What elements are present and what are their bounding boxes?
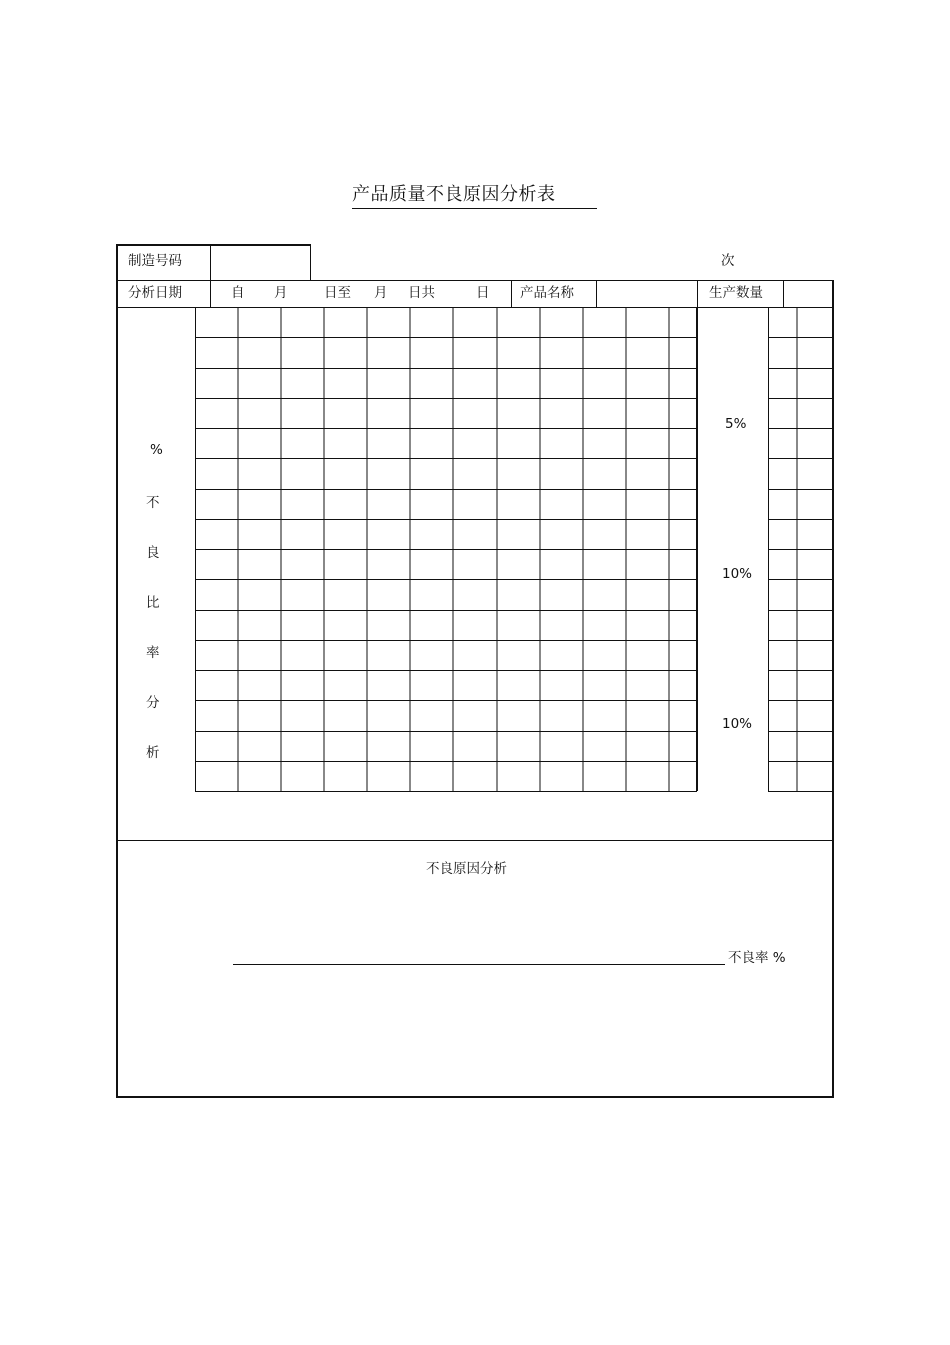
date-month-1: 月 xyxy=(274,285,288,301)
row2-top-line xyxy=(116,280,834,281)
side-label-char: 分 xyxy=(146,695,160,711)
row2-div-e xyxy=(783,280,784,307)
side-label-char: 比 xyxy=(146,595,160,611)
cause-entry-line xyxy=(233,964,725,965)
date-day-total: 日共 xyxy=(408,285,435,301)
product-name-label: 产品名称 xyxy=(520,285,574,301)
production-qty-label: 生产数量 xyxy=(709,285,763,301)
date-day-to: 日至 xyxy=(324,285,351,301)
pct-marker: 10% xyxy=(722,716,753,732)
date-label: 分析日期 xyxy=(128,285,182,301)
side-label-char: 不 xyxy=(146,495,160,511)
mfg-no-value[interactable] xyxy=(220,253,305,269)
frame-top xyxy=(116,244,311,246)
side-label-char: 析 xyxy=(146,745,160,761)
row2-div-b xyxy=(511,280,512,307)
date-month-2: 月 xyxy=(374,285,388,301)
row2-div-a xyxy=(210,280,211,307)
defect-rate-label: 不良率 % xyxy=(728,950,786,966)
frame-bottom xyxy=(116,1096,834,1098)
pct-marker: 5% xyxy=(725,416,747,432)
row1-divider xyxy=(210,244,211,280)
times-label: 次 xyxy=(721,253,735,269)
mfg-no-label: 制造号码 xyxy=(128,253,182,269)
pct-col-left xyxy=(697,307,698,791)
side-label-char: 良 xyxy=(146,545,160,561)
defect-rate-grid xyxy=(195,307,697,793)
frame-left xyxy=(116,244,118,1098)
causes-heading: 不良原因分析 xyxy=(426,861,507,877)
side-label-percent: % xyxy=(150,442,163,458)
date-day: 日 xyxy=(476,285,490,301)
section-divider xyxy=(116,840,834,841)
pct-marker: 10% xyxy=(722,566,753,582)
row1-right-edge xyxy=(310,244,311,280)
date-from: 自 xyxy=(231,285,245,301)
side-label-char: 率 xyxy=(146,645,160,661)
production-qty-value[interactable] xyxy=(788,285,828,301)
row2-div-c xyxy=(596,280,597,307)
row2-div-d xyxy=(697,280,698,307)
right-side-grid xyxy=(768,307,834,793)
product-name-value[interactable] xyxy=(602,285,692,301)
page-title: 产品质量不良原因分析表 xyxy=(352,180,597,209)
